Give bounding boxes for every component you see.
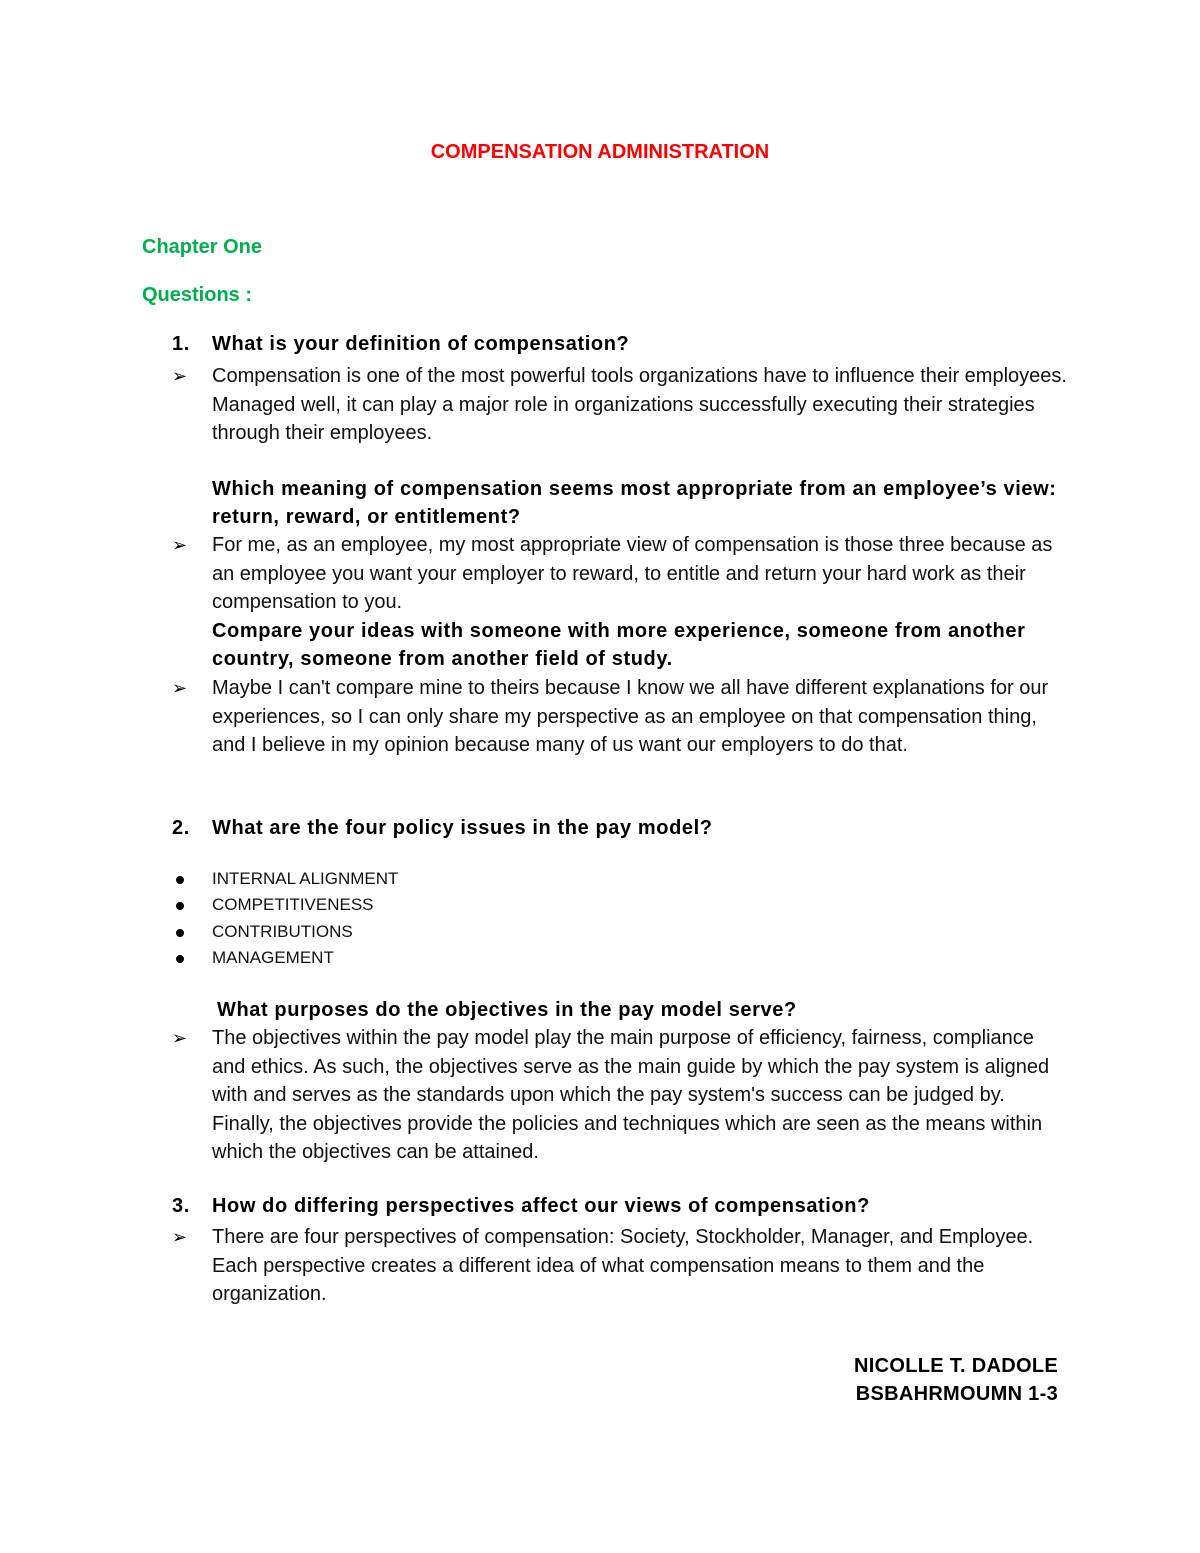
arrow-bullet-icon: ➢ — [172, 1028, 188, 1048]
chapter-heading: Chapter One — [142, 236, 263, 258]
round-bullet-icon — [176, 955, 184, 963]
question-2 — [172, 817, 713, 840]
question-number: 2. — [172, 817, 190, 839]
list-item: COMPETITIVENESS — [172, 892, 398, 918]
author-section: BSBAHRMOUMN 1-3 — [855, 1383, 1058, 1405]
answer-3 — [172, 1223, 1072, 1309]
arrow-bullet-icon: ➢ — [172, 1227, 188, 1247]
question-text: What are the four policy issues in the pay model? — [212, 817, 713, 839]
questions-heading: Questions : — [142, 284, 253, 306]
list-item: CONTRIBUTIONS — [172, 919, 398, 945]
question-text: What is your definition of compensation? — [212, 333, 630, 355]
answer-1 — [172, 362, 1072, 448]
answer-text: The objectives within the pay model play the main purpose of efficiency, fairness, compliance and ethics. As such, the objectives serve as the main guide by which the pay system is aligned with and serves as the standards upon which the pay system's success can be judged by. Finally, the objectives provide the policies and techniques which are seen as the means within which the objectives can be attained. — [212, 1027, 1050, 1163]
answer-text: Compensation is one of the most powerful tools organizations have to influence their employees. Managed well, it can play a major role in organizations successfully executing their strategies through their employees. — [212, 365, 1067, 444]
list-item: MANAGEMENT — [172, 945, 398, 971]
question-1 — [172, 333, 629, 356]
answer-text: Maybe I can't compare mine to theirs because I know we all have different explanations for our experiences, so I can only share my perspective as an employee on that compensation thing, and I believe in my opinion because many of us want our employers to do that. — [212, 677, 1049, 756]
question-3 — [172, 1195, 870, 1218]
arrow-bullet-icon: ➢ — [172, 366, 188, 386]
list-item: INTERNAL ALIGNMENT — [172, 866, 398, 892]
question-number: 1. — [172, 333, 190, 355]
answer-text: There are four perspectives of compensation: Society, Stockholder, Manager, and Employee. Each perspective creates a different idea of what compensation means to them and the organization. — [212, 1226, 1034, 1305]
sub-question-1a: Which meaning of compensation seems most appropriate from an employee’s view: return, reward, or entitlement? — [212, 478, 1057, 528]
sub-question-1b: Compare your ideas with someone with more experience, someone from another country, someone from another field of study. — [212, 620, 1026, 670]
answer-text: For me, as an employee, my most appropriate view of compensation is those three because as an employee you want your employer to reward, to entitle and return your hard work as their compensation to you. — [212, 534, 1053, 613]
sub-answer-2 — [172, 1024, 1072, 1167]
author-name: NICOLLE T. DADOLE — [854, 1355, 1058, 1377]
round-bullet-icon — [176, 876, 184, 884]
policy-issues-list — [172, 866, 398, 971]
arrow-bullet-icon: ➢ — [172, 678, 188, 698]
question-text: How do differing perspectives affect our views of compensation? — [212, 1195, 870, 1217]
sub-answer-1a — [172, 531, 1072, 617]
sub-question-2: What purposes do the objectives in the pay model serve? — [217, 999, 797, 1021]
author-signature — [854, 1352, 1058, 1408]
document-title: COMPENSATION ADMINISTRATION — [430, 141, 770, 163]
round-bullet-icon — [176, 929, 184, 937]
arrow-bullet-icon: ➢ — [172, 535, 188, 555]
sub-answer-1b — [172, 674, 1072, 760]
round-bullet-icon — [176, 902, 184, 910]
question-number: 3. — [172, 1195, 190, 1217]
